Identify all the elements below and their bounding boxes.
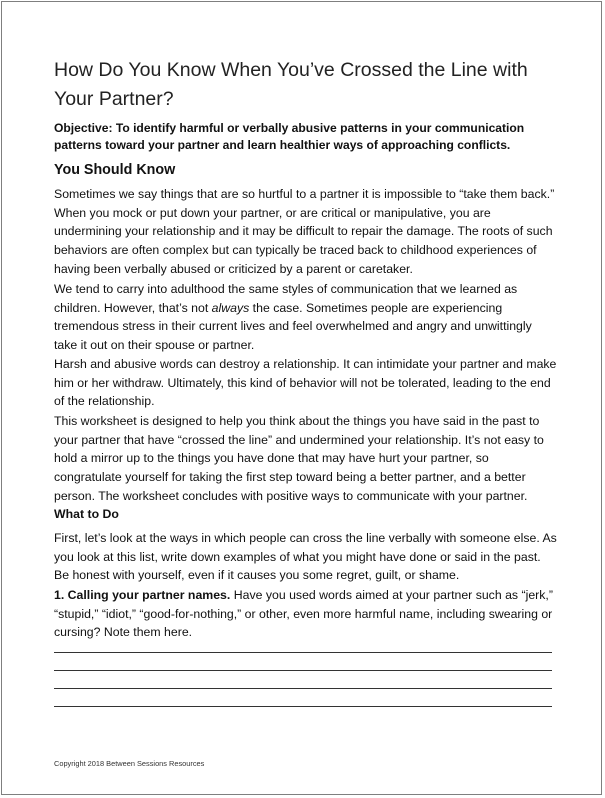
paragraph-4: This worksheet is designed to help you think about the things you have said in the past to your partner that have “crossed the line” and undermined your relationship. It’s not easy to hold a mirror up to the things you have done that may have hurt your partner, so congratulate yourself for taking the first step toward being a better partner, and a better person. The worksheet concludes with positive ways to communicate with your partner. [54, 414, 544, 503]
answer-line-1[interactable] [54, 652, 552, 653]
worksheet-page [1, 1, 602, 795]
objective-text: Objective: To identify harmful or verbally abusive patterns in your communication patterns toward your partner and learn healthier ways of approaching conflicts. [54, 121, 525, 152]
question-1-text: Have you used words aimed at your partner such as “jerk,” “stupid,” “idiot,” “good-for-nothing,” or other, even more harmful name, including swearing or cursing? Note them here. [54, 588, 553, 640]
copyright-footer: Copyright 2018 Between Sessions Resources [54, 759, 205, 768]
paragraph-2-emphasis: always [211, 300, 250, 315]
paragraph-2 [54, 280, 557, 355]
answer-line-3[interactable] [54, 688, 552, 689]
question-1-label: 1. Calling your partner names. [54, 588, 231, 602]
answer-line-2[interactable] [54, 670, 552, 671]
question-1 [54, 586, 557, 642]
section-heading: You Should Know [54, 162, 176, 178]
answer-line-4[interactable] [54, 706, 552, 707]
paragraph-3: Harsh and abusive words can destroy a relationship. It can intimidate your partner and make him or her withdraw. Ultimately, this kind of behavior will not be tolerated, leading to the end of the relationship. [54, 357, 557, 409]
what-to-do-heading: What to Do [54, 507, 119, 521]
page-title: How Do You Know When You’ve Crossed the Line with Your Partner? [54, 59, 528, 110]
paragraph-2-text-b: the case. Sometimes people are experiencing tremendous stress in their current lives and feel overwhelmed and angry and unwittingly take it out on their spouse or partner. [54, 300, 532, 353]
paragraph-1: Sometimes we say things that are so hurtful to a partner it is impossible to “take them back.” When you mock or put down your partner, or are critical or manipulative, you are undermining your relationship and it may be difficult to repair the damage. The roots of such behaviors are often complex but can typically be traced back to childhood experiences of having been verbally abused or criticized by a parent or caretaker. [54, 187, 555, 276]
what-to-do-intro: First, let’s look at the ways in which people can cross the line verbally with someone else. As you look at this list, write down examples of what you might have done or said in the past. Be honest with yourself, even if it causes you some regret, guilt, or shame. [54, 531, 557, 583]
paragraph-2-text-a: We tend to carry into adulthood the same styles of communication that we learned as children. However, that’s not [54, 282, 518, 315]
